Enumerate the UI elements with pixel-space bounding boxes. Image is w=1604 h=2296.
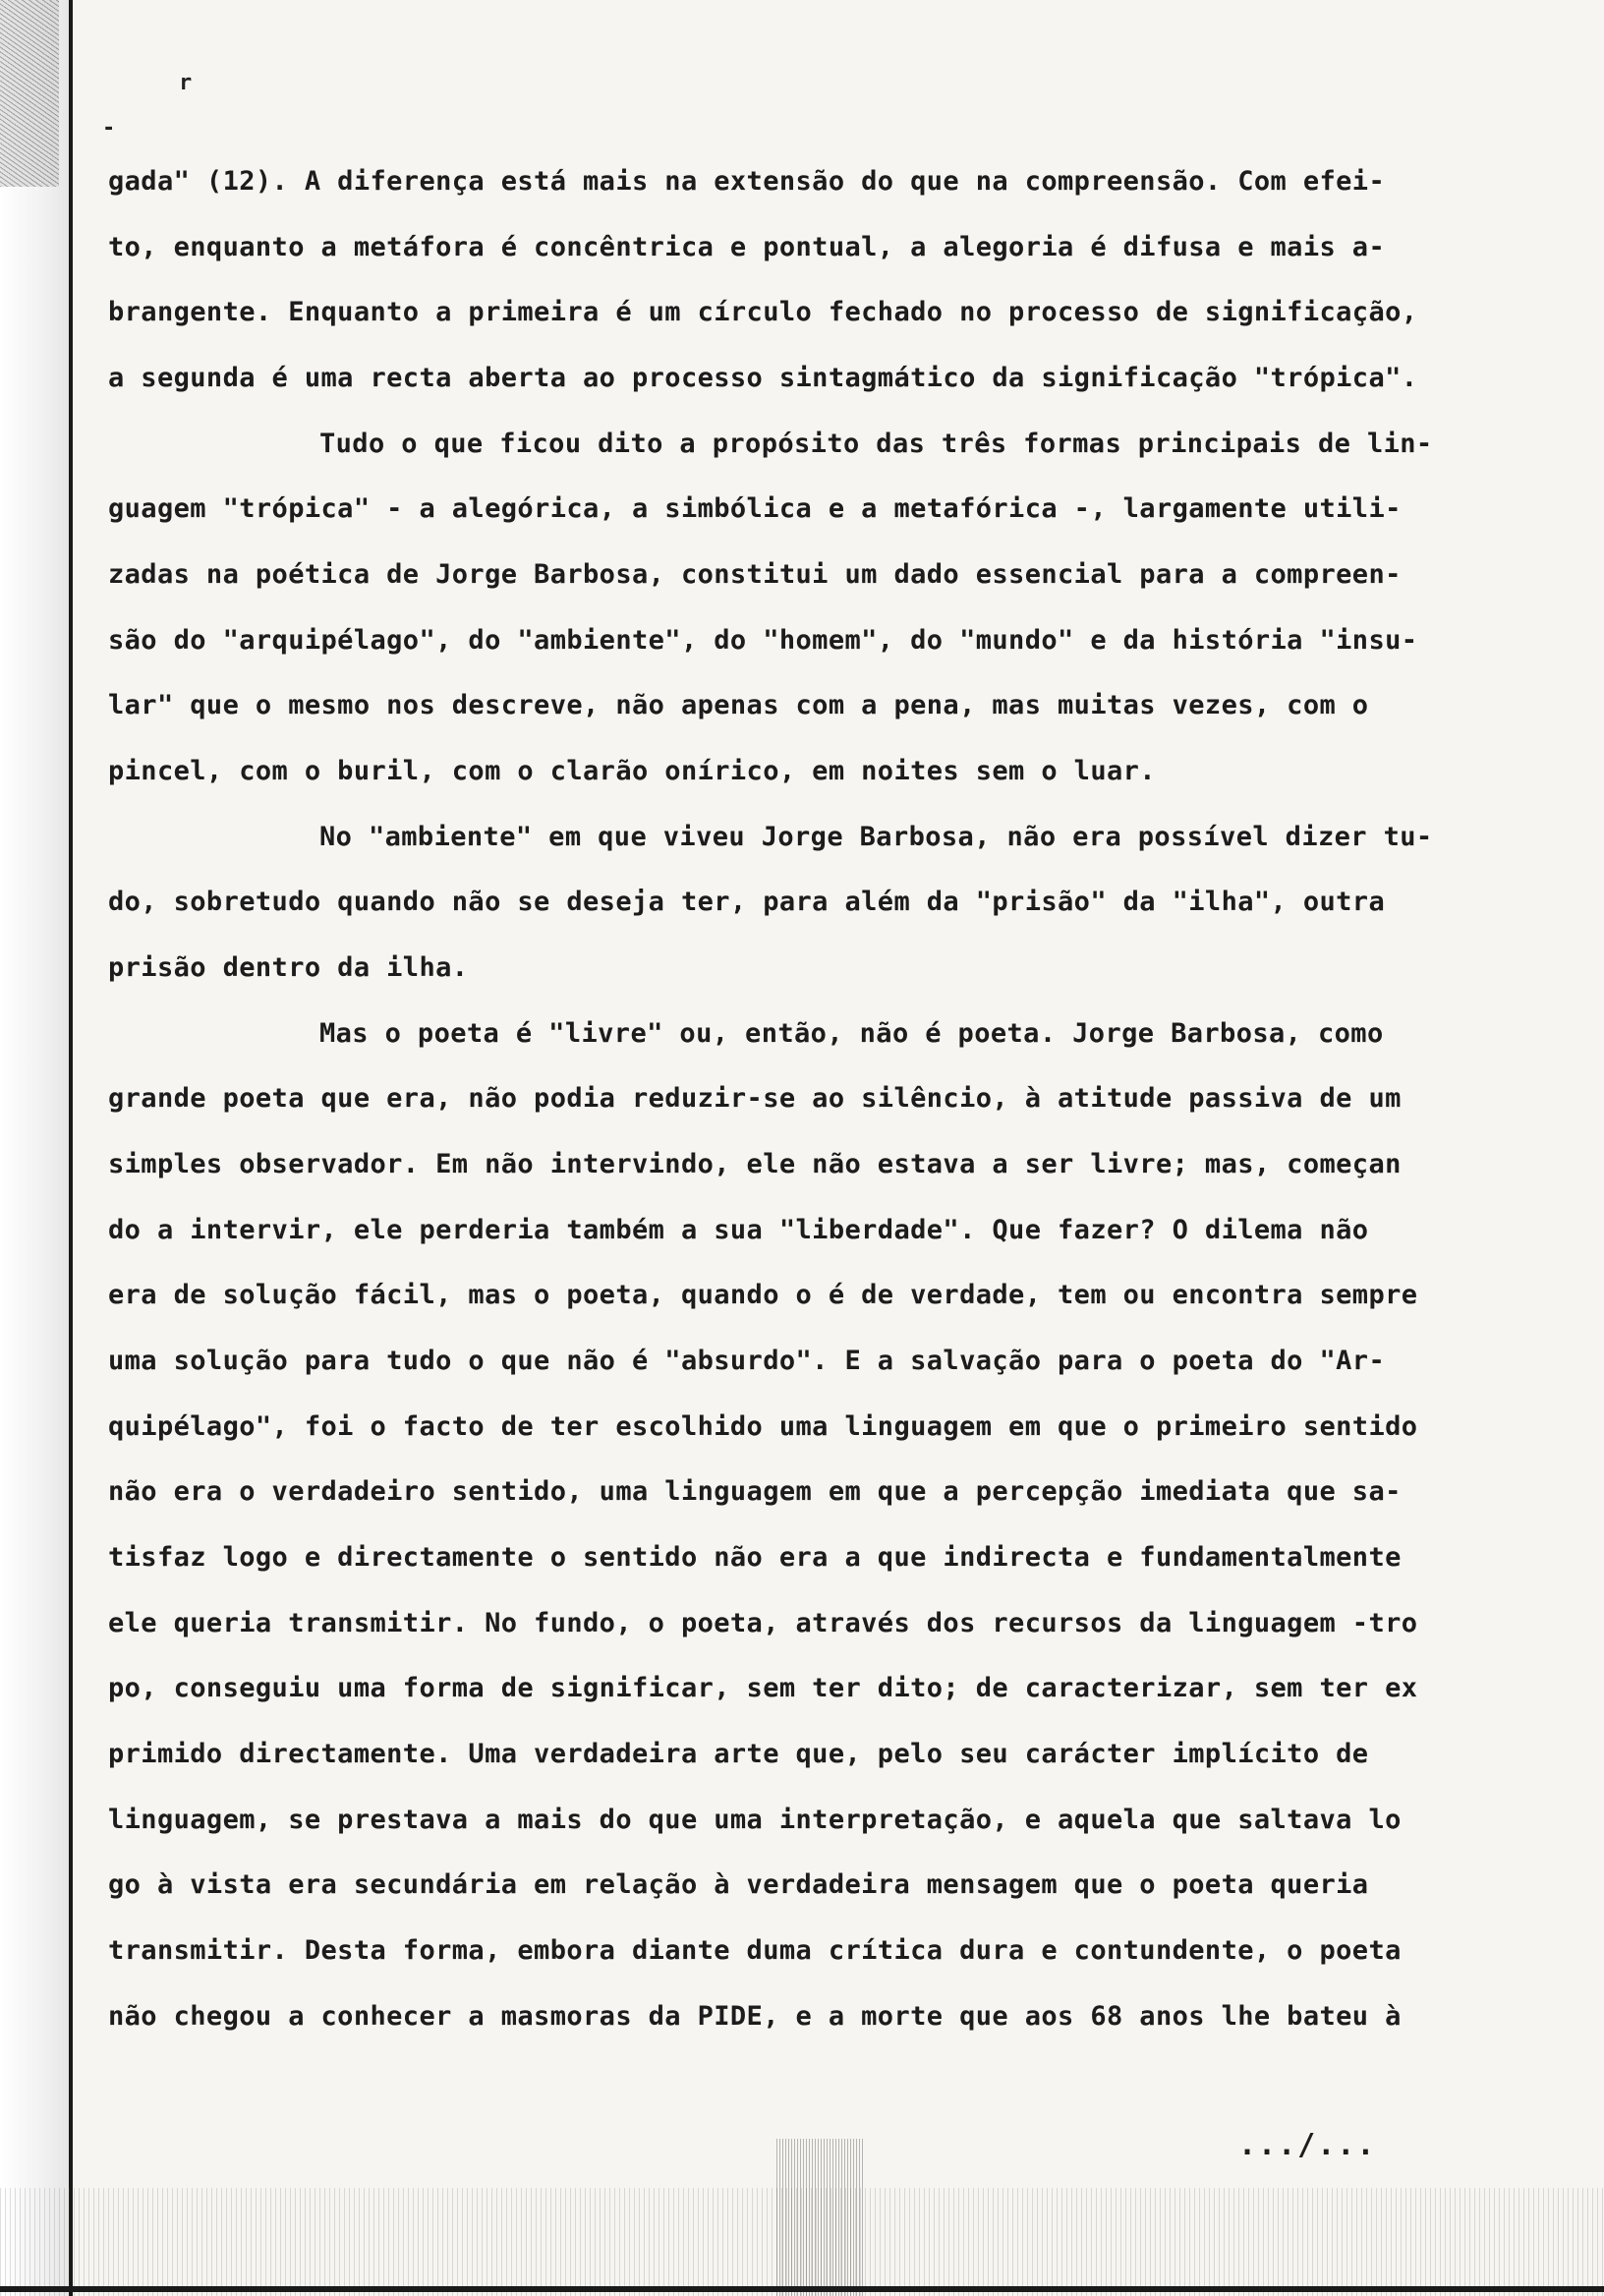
text-line: Tudo o que ficou dito a propósito das três formas principais de lin- [319,429,1433,459]
scan-center-noise [776,2139,865,2296]
text-line: gada" (12). A diferença está mais na extensão do que na compreensão. Com efei- [108,166,1386,197]
text-line: simples observador. Em não intervindo, ele não estava a ser livre; mas, começan [108,1149,1402,1179]
scan-corner-noise [0,0,59,187]
text-line: transmitir. Desta forma, embora diante duma crítica dura e contundente, o poeta [108,1935,1402,1966]
text-line: go à vista era secundária em relação à verdadeira mensagem que o poeta queria [108,1869,1369,1900]
text-line: não chegou a conhecer a masmoras da PIDE, e a morte que aos 68 anos lhe bateu à [108,2001,1402,2032]
text-line: do a intervir, ele perderia também a sua "liberdade". Que fazer? O dilema não [108,1215,1369,1245]
text-line: uma solução para tudo o que não é "absurdo". E a salvação para o poeta do "Ar- [108,1346,1386,1376]
continuation-marker: .../... [1238,2128,1377,2162]
text-line: são do "arquipélago", do "ambiente", do "homem", do "mundo" e da história "insu- [108,625,1418,656]
text-line: guagem "trópica" - a alegórica, a simbólica e a metafórica -, largamente utili- [108,493,1402,524]
text-line: não era o verdadeiro sentido, uma linguagem em que a percepção imediata que sa- [108,1476,1402,1507]
text-line: ele queria transmitir. No fundo, o poeta, através dos recursos da linguagem -tro [108,1608,1418,1638]
text-line: po, conseguiu uma forma de significar, sem ter dito; de caracterizar, sem ter ex [108,1673,1418,1703]
text-line: No "ambiente" em que viveu Jorge Barbosa, não era possível dizer tu- [319,822,1433,852]
scan-bottom-edge [0,2286,1604,2292]
text-line: brangente. Enquanto a primeira é um círculo fechado no processo de significação, [108,297,1418,327]
text-line: Mas o poeta é "livre" ou, então, não é poeta. Jorge Barbosa, como [319,1018,1384,1049]
text-line: primido directamente. Uma verdadeira arte que, pelo seu carácter implícito de [108,1739,1369,1769]
text-line: grande poeta que era, não podia reduzir-se ao silêncio, à atitude passiva de um [108,1083,1402,1114]
stray-mark: - [102,116,116,141]
text-line: tisfaz logo e directamente o sentido não era a que indirecta e fundamentalmente [108,1542,1402,1573]
text-line: a segunda é uma recta aberta ao processo sintagmático da significação "trópica". [108,363,1418,393]
text-line: lar" que o mesmo nos descreve, não apenas com a pena, mas muitas vezes, com o [108,690,1369,720]
stray-mark: r [179,71,193,95]
text-line: pincel, com o buril, com o clarão onírico, em noites sem o luar. [108,756,1156,786]
text-line: prisão dentro da ilha. [108,952,469,983]
text-line: do, sobretudo quando não se deseja ter, para além da "prisão" da "ilha", outra [108,887,1386,917]
text-line: linguagem, se prestava a mais do que uma interpretação, e aquela que saltava lo [108,1805,1402,1835]
text-line: zadas na poética de Jorge Barbosa, constitui um dado essencial para a compreen- [108,559,1402,590]
scan-left-edge [69,0,73,2296]
text-line: to, enquanto a metáfora é concêntrica e pontual, a alegoria é difusa e mais a- [108,232,1386,262]
text-line: era de solução fácil, mas o poeta, quando o é de verdade, tem ou encontra sempre [108,1280,1418,1310]
scan-margin-shadow [0,0,69,2296]
text-line: quipélago", foi o facto de ter escolhido uma linguagem em que o primeiro sentido [108,1411,1418,1442]
